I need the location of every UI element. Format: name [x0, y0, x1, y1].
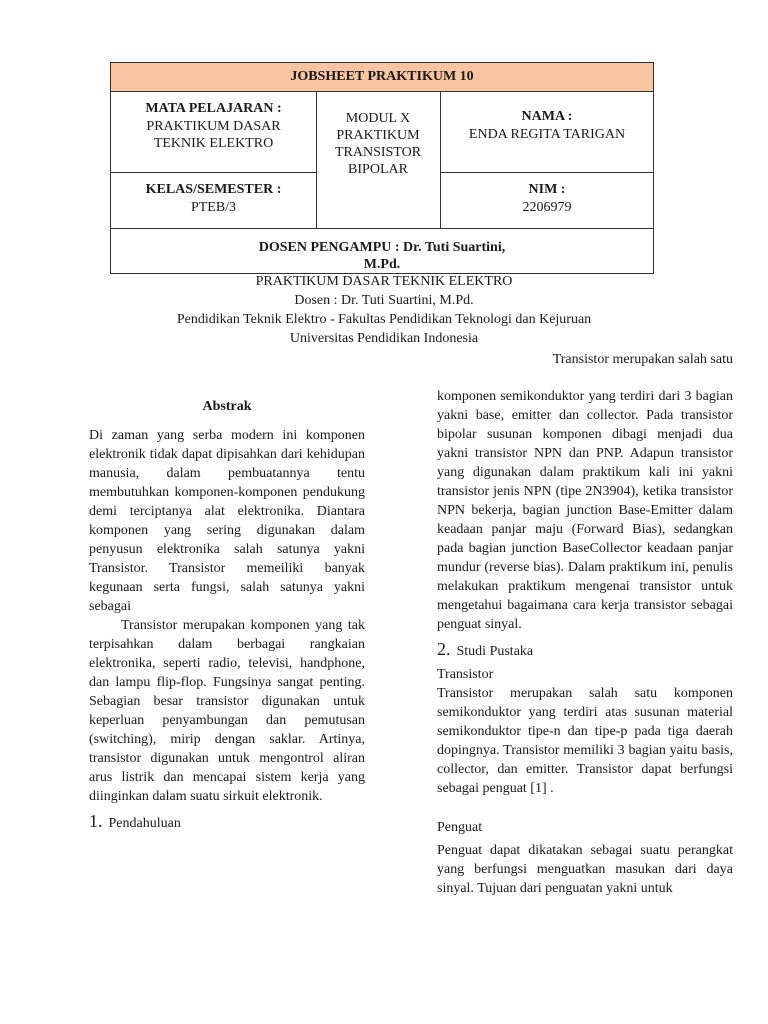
jobsheet-header-table: [110, 62, 654, 274]
abstrak-paragraph-1: Di zaman yang serba modern ini komponen elektronik tidak dapat dipisahkan dari kehidupan manusia, dalam pembuatannya tentu membutuhkan komponen-komponen pendukung demi terciptanya alat elektronika. Diantara komponen yang sering digunakan dalam penyusun elektronika salah satunya yakni Transistor. Transistor memeiliki banyak kegunaan serta fungsi, salah satunya yakni sebagai: [89, 428, 365, 614]
modul-cell: [316, 92, 440, 178]
affiliation-block: [0, 272, 768, 348]
section-1-heading: [89, 812, 365, 833]
nim-label: NIM :: [528, 182, 566, 197]
nama-cell: [441, 92, 653, 172]
university-line: Universitas Pendidikan Indonesia: [289, 331, 479, 346]
mata-pelajaran-label: MATA PELAJARAN :: [145, 101, 282, 116]
left-text-column: [89, 397, 365, 833]
subsection-transistor-title: Transistor: [437, 667, 494, 682]
dosen-line2: M.Pd.: [363, 257, 401, 272]
modul-line4: BIPOLAR: [348, 162, 408, 177]
dosen-pengampu-row: [111, 229, 653, 273]
course-title-line: PRAKTIKUM DASAR TEKNIK ELEKTRO: [255, 274, 513, 289]
pendahuluan-paragraph: komponen semikonduktor yang terdiri dari 3 bagian yakni base, emitter dan collector. Pada transistor bipolar susunan komponen dibagi menjadi dua yakni transistor NPN dan PNP. Adapun transistor yang digunakan dalam praktikum kali ini yakni transistor jenis NPN (tipe 2N3904), ketika transistor NPN bekerja, bagian junction Base-Emitter dalam keadaan panjar maju (Forward Bias), sedangkan pada bagian junction BaseCollector keadaan panjar mundur (reverse bias). Dalam praktikum ini, penulis melakukan praktikum mengenai transistor untuk mengetahui bagaimana cara kerja transistor sebagai penguat sinyal.: [437, 389, 733, 632]
nama-value: ENDA REGITA TARIGAN: [468, 127, 626, 142]
nim-cell: [441, 172, 653, 228]
section-1-number: 1.: [89, 811, 103, 831]
abstrak-paragraph-2: Transistor merupakan komponen yang tak terpisahkan dalam berbagai rangkaian elektronika, seperti radio, televisi, handphone, dan lampu flip-flop. Fungsinya sangat penting. Sebagian besar transistor digunakan untuk keperluan penyambungan dan pemutusan (switching), mirip dengan saklar. Artinya, transistor digunakan untuk mengontrol aliran arus listrik dan mencapai sistem kerja yang diinginkan dalam suatu sirkuit elektronik.: [89, 618, 365, 804]
modul-line2: PRAKTIKUM: [336, 128, 420, 143]
mata-pelajaran-cell: [111, 92, 316, 172]
abstrak-heading: Abstrak: [202, 399, 252, 414]
modul-column: [316, 92, 441, 228]
lecturer-line: Dosen : Dr. Tuti Suartini, M.Pd.: [294, 293, 474, 308]
nama-label: NAMA :: [521, 109, 573, 124]
subsection-penguat-title: Penguat: [437, 820, 483, 835]
section-2-heading: [437, 640, 733, 661]
nim-value: 2206979: [522, 200, 572, 215]
dosen-line1: DOSEN PENGAMPU : Dr. Tuti Suartini,: [258, 240, 506, 255]
header-info-grid: [111, 92, 653, 229]
faculty-line: Pendidikan Teknik Elektro - Fakultas Pendidikan Teknologi dan Kejuruan: [176, 312, 592, 327]
kelas-cell: [111, 172, 316, 228]
subsection-transistor-text: Transistor merupakan salah satu komponen semikonduktor yang terdiri atas susunan material semikonduktor tipe-n dan tipe-p pada tiga daerah dopingnya. Transistor memiliki 3 bagian yaitu basis, collector, dan emitter. Transistor dapat berfungsi sebagai penguat [1] .: [437, 686, 733, 796]
right-info-column: [441, 92, 653, 228]
kelas-value: PTEB/3: [190, 200, 237, 215]
left-info-column: [111, 92, 317, 228]
mata-pelajaran-value-line1: PRAKTIKUM DASAR: [146, 119, 281, 134]
section-2-title: Studi Pustaka: [456, 644, 534, 659]
kelas-label: KELAS/SEMESTER :: [145, 182, 282, 197]
intro-line: Transistor merupakan salah satu: [552, 352, 733, 367]
modul-line1: MODUL X: [345, 111, 411, 126]
section-2-number: 2.: [437, 639, 451, 659]
subsection-penguat-text: Penguat dapat dikatakan sebagai suatu perangkat yang berfungsi menguatkan masukan dari daya sinyal. Tujuan dari penguatan yakni untuk: [437, 843, 733, 896]
mata-pelajaran-value-line2: TEKNIK ELEKTRO: [153, 136, 274, 151]
modul-line3: TRANSISTOR: [334, 145, 422, 160]
jobsheet-title: JOBSHEET PRAKTIKUM 10: [111, 63, 653, 92]
right-text-column: [437, 350, 733, 898]
section-1-title: Pendahuluan: [108, 816, 181, 831]
